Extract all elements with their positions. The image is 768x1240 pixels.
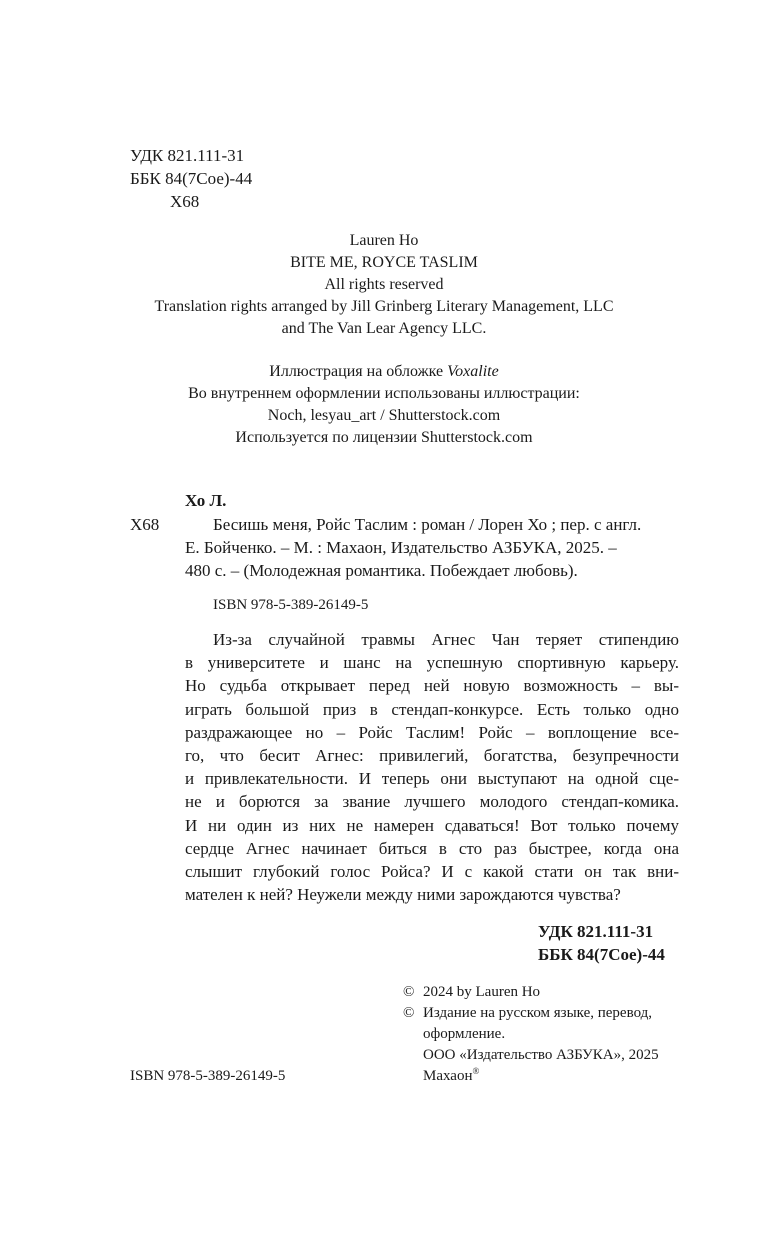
catalog-desc-line3: 480 с. – (Молодежная романтика. Побеждает любовь). (185, 561, 578, 580)
copyright-row-2 (403, 1003, 659, 1024)
bbk-code: ББК 84(7Сое)-44 (130, 169, 253, 188)
abstract (185, 628, 679, 906)
author-mark: Х68 (170, 192, 200, 211)
abstract-line: в университете и шанс на успешную спортивную карьеру. (185, 653, 679, 673)
copyright-symbol: © (403, 984, 415, 1000)
catalog-isbn: ISBN 978-5-389-26149-5 (213, 597, 369, 613)
copyright-line2: Издание на русском языке, перевод, (423, 1005, 653, 1021)
abstract-line: играть большой приз в стендап-конкурсе. Есть только одно (185, 699, 679, 719)
rights-translation-line2: and The Van Lear Agency LLC. (281, 320, 487, 337)
abstract-line: И ни один из них не намерен сдаваться! Вот только почему (185, 815, 679, 835)
catalog-desc-line2: Е. Бойченко. – М. : Махаон, Издательство АЗБУКА, 2025. – (185, 538, 617, 557)
abstract-line: Из-за случайной травмы Агнес Чан теряет стипендию (213, 630, 679, 649)
rights-translation-line1: Translation rights arranged by Jill Grinberg Literary Management, LLC (154, 298, 614, 315)
copyright-symbol: © (403, 1005, 415, 1021)
abstract-line: Но судьба открывает перед ней новую возможность – вы- (185, 676, 679, 696)
abstract-line: мателен к ней? Неужели между ними зарождаются чувства? (185, 885, 621, 905)
bottom-isbn: ISBN 978-5-389-26149-5 (130, 1068, 286, 1084)
abstract-line: сердце Агнес начинает биться в сто раз быстрее, когда она (185, 838, 679, 858)
udk-code-bottom: УДК 821.111-31 (538, 922, 654, 941)
abstract-line: раздражающее но – Ройс Таслим! Ройс – воплощение все- (185, 722, 679, 742)
abstract-line: го, что бесит Агнес: привилегий, богатства, безупречности (185, 746, 679, 766)
illustrations-block (0, 361, 768, 449)
inner-illustrations-line: Во внутреннем оформлении использованы иллюстрации: (188, 385, 580, 402)
abstract-line: слышит глубокий голос Ройса? И с какой стати он так вни- (185, 862, 679, 882)
udk-code: УДК 821.111-31 (130, 146, 245, 165)
copyright-line4: ООО «Издательство АЗБУКА», 2025 (423, 1047, 659, 1063)
catalog-mark: Х68 (130, 515, 160, 534)
license-line: Используется по лицензии Shutterstock.com (235, 429, 533, 446)
catalog-author-heading: Хо Л. (185, 491, 227, 510)
copyright-line5 (403, 1066, 659, 1087)
cover-illustration-line (0, 361, 768, 383)
abstract-line: не и борются за звание лучшего молодого стендап-комика. (185, 792, 679, 812)
catalog-desc-line1: Бесишь меня, Ройс Таслим : роман / Лорен Хо ; пер. с англ. (213, 515, 642, 534)
rights-reserved: All rights reserved (324, 276, 444, 293)
copyright-line3: оформление. (423, 1026, 506, 1042)
trademark-symbol: ® (472, 1066, 480, 1076)
bbk-code-bottom: ББК 84(7Сое)-44 (538, 945, 665, 964)
copyright-block (403, 982, 659, 1087)
copyright-line1: 2024 by Lauren Ho (423, 984, 541, 1000)
copyright-row-1 (403, 982, 659, 1003)
illustration-sources: Noch, lesyau_art / Shutterstock.com (267, 407, 501, 424)
rights-block (0, 230, 768, 340)
publisher-name: Махаон (423, 1068, 473, 1084)
rights-author: Lauren Ho (349, 232, 419, 249)
abstract-line: и привлекательности. И теперь они выступают на одной сце- (185, 769, 679, 789)
cover-artist: Voxalite (447, 363, 499, 380)
cover-prefix: Иллюстрация на обложке (269, 363, 448, 380)
rights-original-title: BITE ME, ROYCE TASLIM (290, 254, 478, 271)
